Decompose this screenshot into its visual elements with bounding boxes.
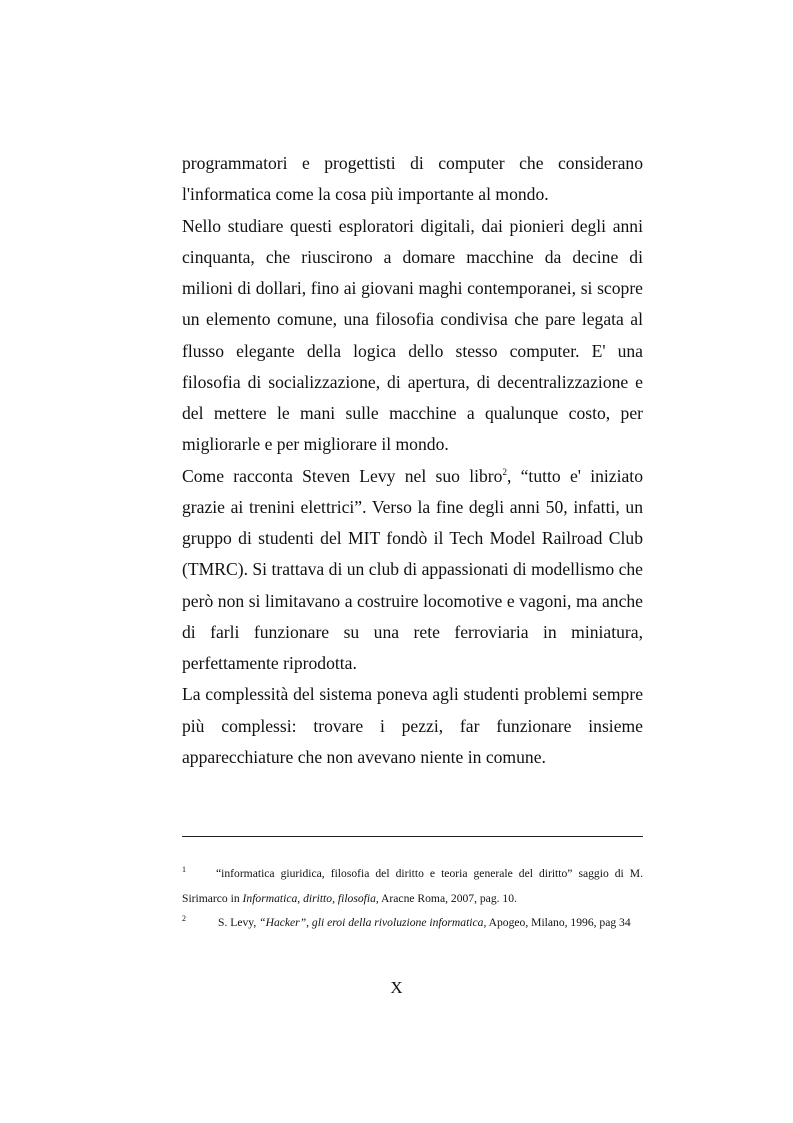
footnote-2-text-start: S. Levy, [218,916,260,929]
paragraph-4: La complessità del sistema poneva agli studenti problemi sempre più complessi: trovare i pezzi, far funzionare insieme apparecchiature che non avevano niente in comune. [182,684,643,767]
footnote-2-title: “Hacker”, gli eroi della rivoluzione informatica, [259,916,487,929]
footnote-1-text-start: “informatica giuridica, filosofia del diritto e teoria generale del diritto” saggio di M. Sirimarco in [182,867,643,905]
footnotes [182,862,643,936]
footnote-1-title: Informatica, diritto, filosofia, [242,891,379,905]
paragraph-3-text-end: , “tutto e' iniziato grazie ai trenini elettrici”. Verso la fine degli anni 50, infatti, un gruppo di studenti del MIT fondò il Tech Model Railroad Club (TMRC). Si trattava di un club di appassionati di modellismo che però non si limitavano a costruire locomotive e vagoni, ma anche di farli funzionare su una rete ferroviaria in miniatura, perfettamente riprodotta. [182,465,643,673]
footnote-1: 1 “informatica giuridica, filosofia del diritto e teoria generale del diritto” saggio di M. Sirimarco in Informatica, diritto, filosofia, Aracne Roma, 2007, pag. 10. [182,865,643,905]
page-number: X [390,978,403,997]
paragraph-3-text-start: Come racconta Steven Levy nel suo libro [182,465,503,486]
footnote-2: 2 S. Levy, “Hacker”, gli eroi della rivoluzione informatica, Apogeo, Milano, 1996, pag 34 [182,914,631,929]
footnote-reference-2[interactable]: 2 [502,466,507,477]
paragraph-3 [182,461,643,680]
paragraph-2: Nello studiare questi esploratori digitali, dai pionieri degli anni cinquanta, che riuscirono a domare macchine da decine di milioni di dollari, fino ai giovani maghi contemporanei, si scopre un elemento comune, una filosofia condivisa che pare legata al flusso elegante della logica dello stesso computer. E' una filosofia di socializzazione, di apertura, di decentralizzazione e del mettere le mani sulle macchine a qualunque costo, per migliorarle e per migliorare il mondo. [182,215,643,455]
footnote-separator [182,836,643,837]
footnote-1-text-end: Aracne Roma, 2007, pag. 10. [378,891,517,905]
paragraph-1: programmatori e progettisti di computer che considerano l'informatica come la cosa più importante al mondo. [182,153,643,205]
footnote-2-text-end: Apogeo, Milano, 1996, pag 34 [486,916,631,929]
body-text [182,148,643,773]
